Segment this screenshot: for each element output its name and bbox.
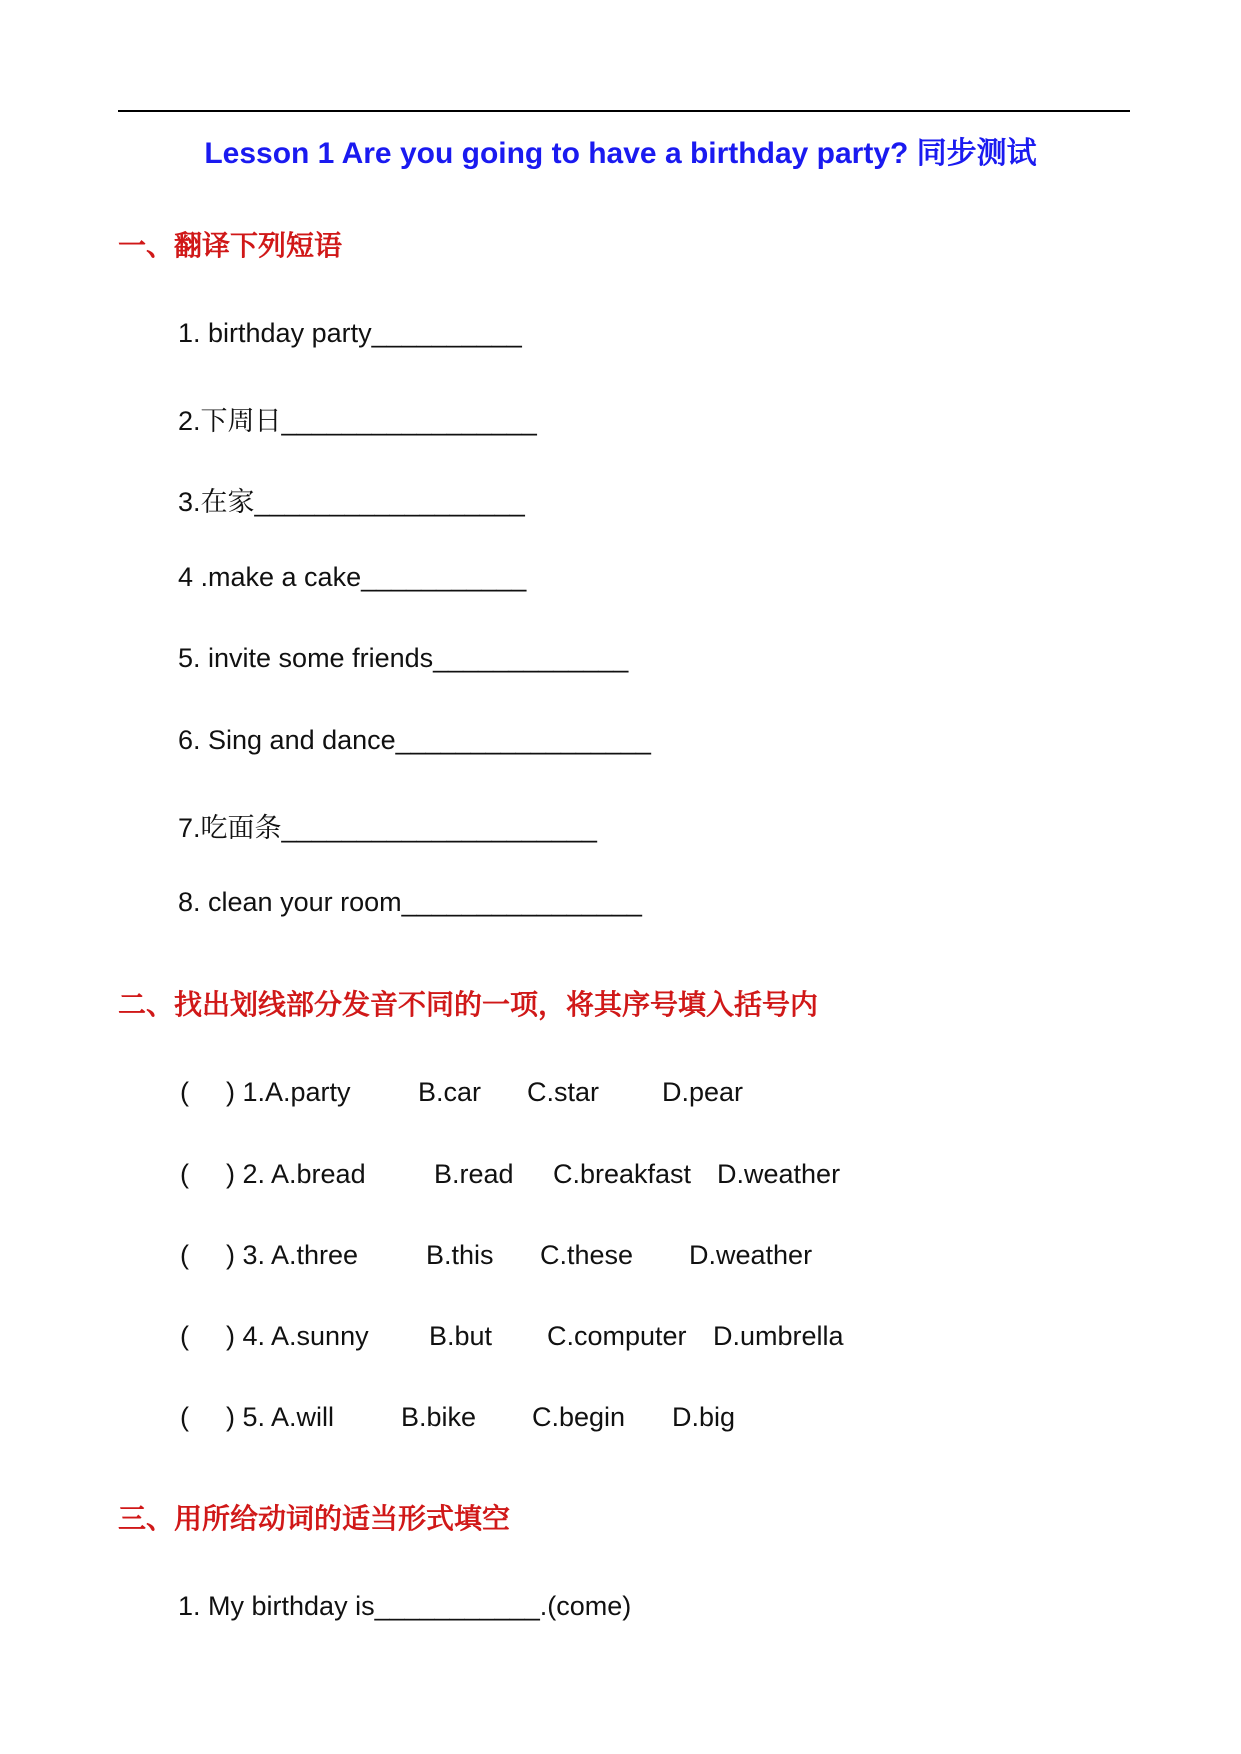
- option-a: ) 3. A.three: [226, 1240, 359, 1270]
- option-a: ) 1.A.party: [226, 1077, 351, 1107]
- page-title: Lesson 1 Are you going to have a birthday party? 同步测试: [204, 137, 1037, 170]
- section1-item-5: 5. invite some friends_____________: [178, 643, 629, 673]
- section2-heading: 二、找出划线部分发音不同的一项，将其序号填入括号内: [118, 988, 819, 1021]
- section1-item-8: 8. clean your room________________: [178, 887, 642, 917]
- option-a: ) 4. A.sunny: [226, 1321, 369, 1351]
- section1-item-6: 6. Sing and dance_________________: [178, 725, 651, 755]
- option-c: C.breakfast: [553, 1159, 692, 1189]
- section3-heading: 三、用所给动词的适当形式填空: [118, 1502, 511, 1535]
- section1-heading: 一、翻译下列短语: [118, 229, 343, 262]
- header-rule: [118, 110, 1130, 112]
- option-c: C.begin: [532, 1402, 626, 1432]
- option-d: D.weather: [689, 1240, 813, 1270]
- option-a: ) 5. A.will: [226, 1402, 335, 1432]
- answer-paren: (: [180, 1077, 189, 1107]
- option-b: B.this: [426, 1240, 494, 1270]
- option-c: C.star: [527, 1077, 600, 1107]
- answer-paren: (: [180, 1159, 189, 1189]
- answer-paren: (: [180, 1321, 189, 1351]
- option-b: B.but: [429, 1321, 493, 1351]
- option-d: D.weather: [717, 1159, 841, 1189]
- option-d: D.pear: [662, 1077, 744, 1107]
- section1-item-1: 1. birthday party__________: [178, 318, 522, 348]
- section1-item-7: 7.吃面条_____________________: [178, 813, 597, 843]
- option-c: C.computer: [547, 1321, 687, 1351]
- option-b: B.bike: [401, 1402, 477, 1432]
- section1-item-4: 4 .make a cake___________: [178, 562, 527, 592]
- option-b: B.car: [418, 1077, 482, 1107]
- section3-item-1: 1. My birthday is___________.(come): [178, 1591, 632, 1621]
- option-b: B.read: [434, 1159, 514, 1189]
- section1-item-3: 3.在家__________________: [178, 487, 525, 517]
- answer-paren: (: [180, 1240, 189, 1270]
- option-d: D.umbrella: [713, 1321, 844, 1351]
- section1-item-2: 2.下周日_________________: [178, 406, 537, 436]
- answer-paren: (: [180, 1402, 189, 1432]
- option-a: ) 2. A.bread: [226, 1159, 366, 1189]
- option-d: D.big: [672, 1402, 736, 1432]
- option-c: C.these: [540, 1240, 634, 1270]
